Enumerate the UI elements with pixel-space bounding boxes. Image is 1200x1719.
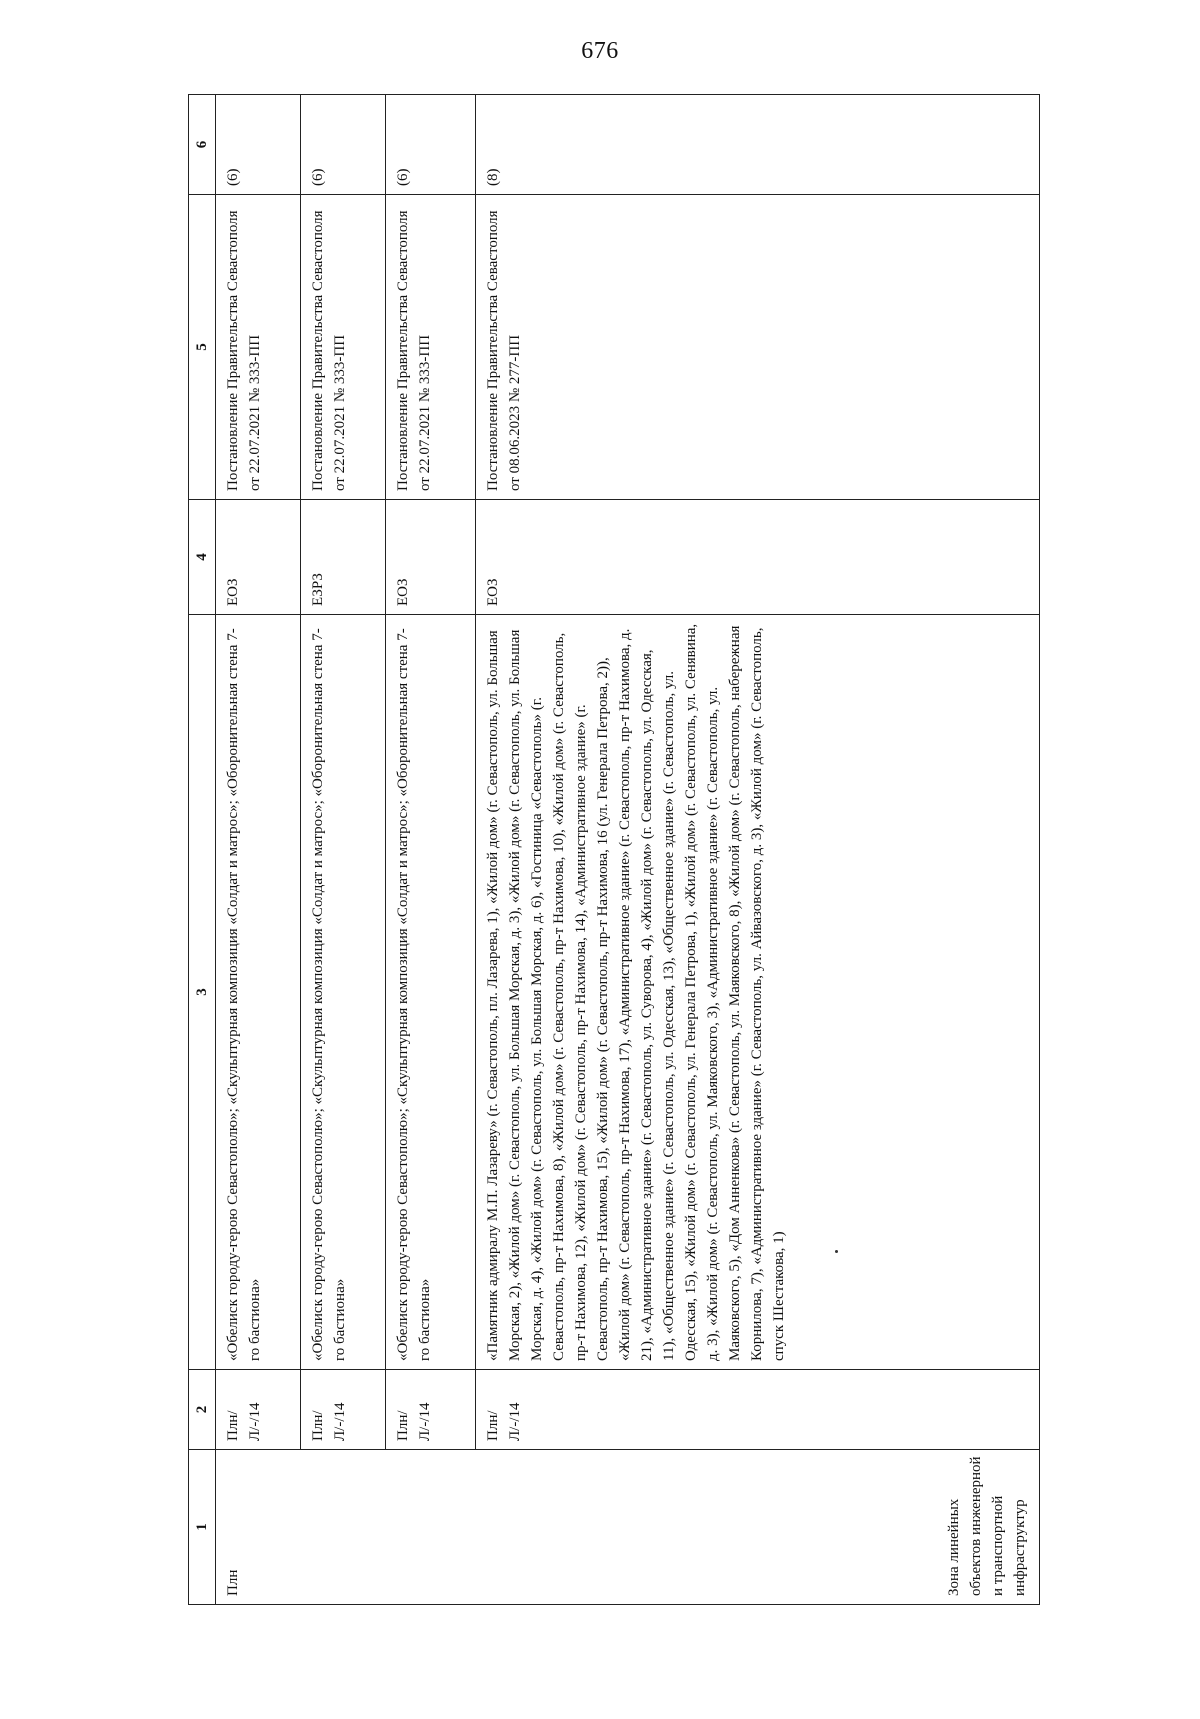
row-zone-type: ЕОЗ <box>216 500 301 615</box>
zone-code: Плн <box>225 1569 241 1596</box>
table-row <box>216 95 301 1605</box>
row-note: (8) <box>476 95 1040 195</box>
row-document: Постановление Правительства Севастополя от 22.07.2021 № 333-ПП <box>216 195 301 500</box>
row-zone-type: ЕОЗ <box>476 500 1040 615</box>
row-document: Постановление Правительства Севастополя от 22.07.2021 № 333-ПП <box>301 195 386 500</box>
regulation-table <box>188 94 1040 1605</box>
row-note: (6) <box>386 95 476 195</box>
scan-speck <box>835 1250 838 1253</box>
row-code: Плн/Л/-/14 <box>476 1370 1040 1450</box>
header-col-5: 5 <box>189 195 216 500</box>
zone-cell <box>216 1450 1040 1605</box>
header-col-4: 4 <box>189 500 216 615</box>
row-objects: «Памятник адмиралу М.П. Лазареву» (г. Севастополь, пл. Лазарева, 1), «Жилой дом» (г. Севастополь, ул. Большая Морская, 2), «Жилой дом» (г. Севастополь, ул. Большая Морская, д. 3), «Жилой дом» (г. Севастополь, ул. Большая Морская, д. 4), «Жилой дом» (г. Севастополь, ул. Большая Морская, д. 6), «Гостиница «Севастополь» (г. Севастополь, пр-т Нахимова, 8), «Жилой дом» (г. Севастополь, пр-т Нахимова, 10), «Жилой дом» (г. Севастополь, пр-т Нахимова, 12), «Жилой дом» (г. Севастополь, пр-т Нахимова, 14), «Административное здание» (г. Севастополь, пр-т Нахимова, 15), «Жилой дом» (г. Севастополь, пр-т Нахимова, 16 (ул. Генерала Петрова, 2)), «Жилой дом» (г. Севастополь, пр-т Нахимова, 17), «Административное здание» (г. Севастополь, пр-т Нахимова, д. 21), «Административное здание» (г. Севастополь, ул. Суворова, 4), «Жилой дом» (г. Севастополь, ул. Одесская, 11), «Общественное здание» (г. Севастополь, ул. Одесская, 13), «Общественное здание» (г. Севастополь, ул. Одесская, 15), «Жилой дом» (г. Севастополь, ул. Генерала Петрова, 1), «Жилой дом» (г. Севастополь, ул. Сенявина, д. 3), «Жилой дом» (г. Севастополь, ул. Маяковского, 3), «Административное здание» (г. Севастополь, ул. Маяковского, 5), «Дом Анненкова» (г. Севастополь, ул. Маяковского, 8), «Жилой дом» (г. Севастополь, набережная Корнилова, 7), «Административное здание» (г. Севастополь, ул. Айвазовского, д. 3), «Жилой дом» (г. Севастополь, спуск Шестакова, 1) <box>476 615 1040 1370</box>
row-code: Плн/Л/-/14 <box>216 1370 301 1450</box>
row-objects: «Обелиск городу-герою Севастополю»; «Скульптурная композиция «Солдат и матрос»; «Оборонительная стена 7-го бастиона» <box>386 615 476 1370</box>
row-note: (6) <box>216 95 301 195</box>
row-code: Плн/Л/-/14 <box>386 1370 476 1450</box>
table-row <box>386 95 476 1605</box>
table-row <box>476 95 1040 1605</box>
row-zone-type: ЕОЗ <box>386 500 476 615</box>
header-col-3: 3 <box>189 615 216 1370</box>
row-objects: «Обелиск городу-герою Севастополю»; «Скульптурная композиция «Солдат и матрос»; «Оборонительная стена 7-го бастиона» <box>301 615 386 1370</box>
row-code: Плн/Л/-/14 <box>301 1370 386 1450</box>
page-number: 676 <box>581 38 619 64</box>
row-objects: «Обелиск городу-герою Севастополю»; «Скульптурная композиция «Солдат и матрос»; «Оборонительная стена 7-го бастиона» <box>216 615 301 1370</box>
row-document: Постановление Правительства Севастополя от 22.07.2021 № 333-ПП <box>386 195 476 500</box>
header-col-2: 2 <box>189 1370 216 1450</box>
header-col-6: 6 <box>189 95 216 195</box>
row-zone-type: ЕЗРЗ <box>301 500 386 615</box>
rotated-table-container <box>188 95 1040 1605</box>
table-row <box>301 95 386 1605</box>
header-row <box>189 95 216 1605</box>
row-note: (6) <box>301 95 386 195</box>
header-col-1: 1 <box>189 1450 216 1605</box>
zone-name: Зона линейных объектов инженерной и транспортной инфраструктур <box>946 1456 1028 1596</box>
row-document: Постановление Правительства Севастополя от 08.06.2023 № 277-ПП <box>476 195 1040 500</box>
